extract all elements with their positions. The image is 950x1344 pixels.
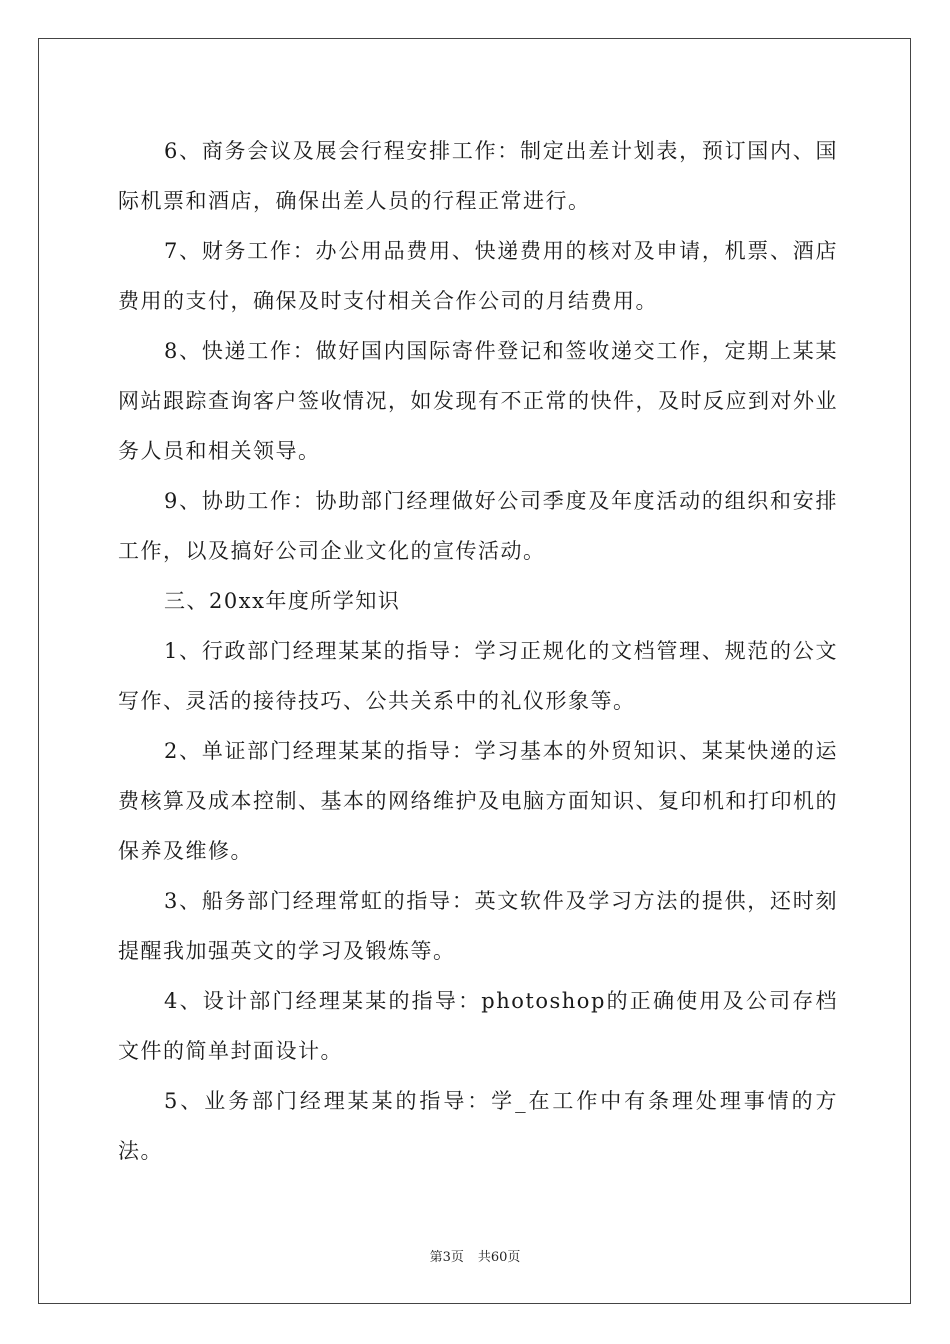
paragraph-item-7: 7、财务工作：办公用品费用、快递费用的核对及申请，机票、酒店费用的支付，确保及时支付相关合作公司的月结费用。 [118,239,838,313]
paragraph-item-8: 8、快递工作：做好国内国际寄件登记和签收递交工作，定期上某某网站跟踪查询客户签收情况，如发现有不正常的快件，及时反应到对外业务人员和相关领导。 [118,339,838,463]
paragraph-item-6: 6、商务会议及展会行程安排工作：制定出差计划表，预订国内、国际机票和酒店，确保出差人员的行程正常进行。 [118,139,838,213]
paragraph-item-4: 4、设计部门经理某某的指导：photoshop的正确使用及公司存档文件的简单封面设计。 [118,989,838,1063]
paragraph-item-5: 5、业务部门经理某某的指导：学_在工作中有条理处理事情的方法。 [118,1089,838,1163]
page-footer [0,1246,950,1265]
paragraph-item-3: 3、船务部门经理常虹的指导：英文软件及学习方法的提供，还时刻提醒我加强英文的学习及锻炼等。 [118,889,838,963]
section-heading: 三、20xx年度所学知识 [164,589,401,613]
page-total: 共60页 [477,1250,521,1265]
paragraph-item-2: 2、单证部门经理某某的指导：学习基本的外贸知识、某某快递的运费核算及成本控制、基本的网络维护及电脑方面知识、复印机和打印机的保养及维修。 [118,739,838,863]
document-body [118,126,838,1176]
paragraph-item-1: 1、行政部门经理某某的指导：学习正规化的文档管理、规范的公文写作、灵活的接待技巧、公共关系中的礼仪形象等。 [118,639,838,713]
page-number: 第3页 [429,1250,464,1265]
paragraph-item-9: 9、协助工作：协助部门经理做好公司季度及年度活动的组织和安排工作，以及搞好公司企业文化的宣传活动。 [118,489,838,563]
